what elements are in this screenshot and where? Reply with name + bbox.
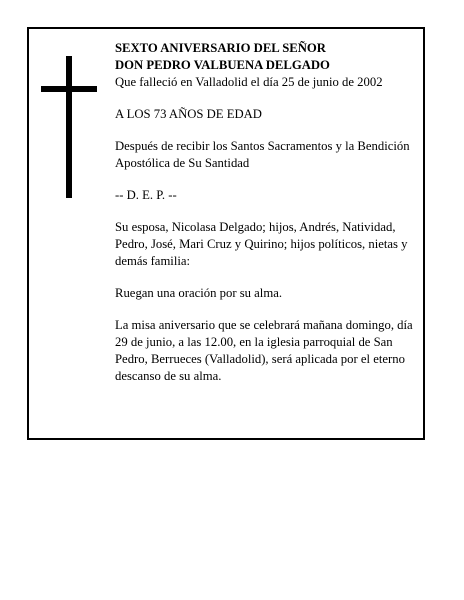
- rip-paragraph: -- D. E. P. --: [115, 188, 177, 202]
- mass-paragraph: La misa aniversario que se celebrará mañana domingo, día 29 de junio, a las 12.00, en la iglesia parroquial de San Pedro, Berrueces (Valladolid), será aplicada por el eterno descanso de su alma.: [115, 318, 413, 383]
- cross-horizontal-bar: [41, 86, 97, 92]
- obituary-notice: [27, 27, 425, 440]
- notice-text: [115, 40, 420, 400]
- cross-vertical-bar: [66, 56, 72, 198]
- sacraments-paragraph: Después de recibir los Santos Sacramentos y la Bendición Apostólica de Su Santidad: [115, 139, 410, 170]
- age-paragraph: A LOS 73 AÑOS DE EDAD: [115, 107, 262, 121]
- cross-icon: [41, 56, 97, 198]
- family-paragraph: Su esposa, Nicolasa Delgado; hijos, Andrés, Natividad, Pedro, José, Mari Cruz y Quirino; hijos políticos, nietas y demás familia:: [115, 220, 408, 268]
- prayer-request-paragraph: Ruegan una oración por su alma.: [115, 286, 283, 300]
- notice-title-line-1: SEXTO ANIVERSARIO DEL SEÑOR: [115, 41, 326, 55]
- death-date-line: Que falleció en Valladolid el día 25 de junio de 2002: [115, 75, 383, 89]
- notice-header: [115, 40, 420, 91]
- notice-title-line-2: DON PEDRO VALBUENA DELGADO: [115, 58, 330, 72]
